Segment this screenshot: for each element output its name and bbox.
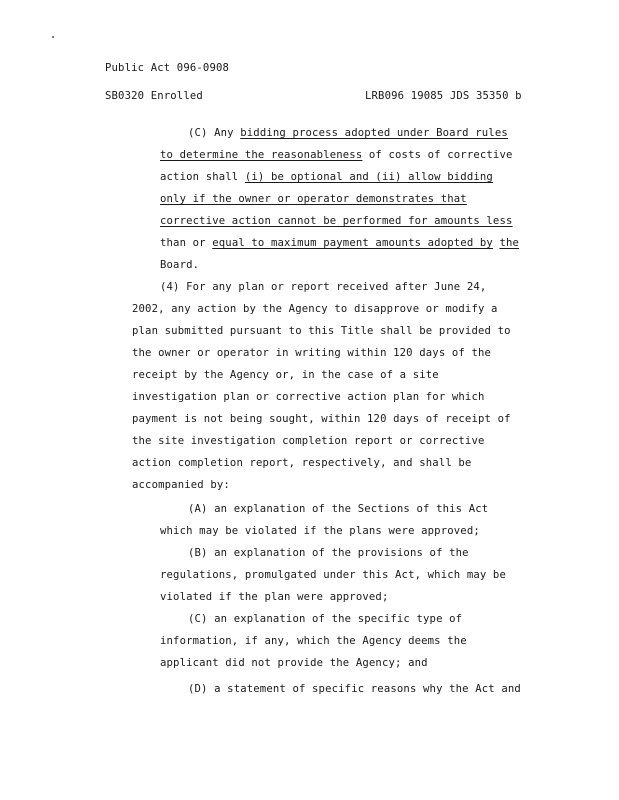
para-c-line-3: action shall (i) be optional and (ii) allow bidding <box>160 171 493 183</box>
item-d-line: (D) a statement of specific reasons why the Act and <box>188 683 521 695</box>
lrb-id: LRB096 19085 JDS 35350 b <box>365 90 522 102</box>
para-4-line: payment is not being sought, within 120 days of receipt of <box>132 413 511 425</box>
para-4-line: investigation plan or corrective action plan for which <box>132 391 485 403</box>
item-c-line: applicant did not provide the Agency; and <box>160 657 428 669</box>
para-4-line: action completion report, respectively, and shall be <box>132 457 472 469</box>
item-c-line: information, if any, which the Agency deems the <box>160 635 467 647</box>
item-b-line: violated if the plan were approved; <box>160 591 389 603</box>
para-c-line-4: only if the owner or operator demonstrates that <box>160 193 467 205</box>
para-c-line-7: Board. <box>160 259 200 271</box>
item-c-line: (C) an explanation of the specific type of <box>188 613 463 625</box>
para-4-line: receipt by the Agency or, in the case of a site <box>132 369 439 381</box>
item-a-line: (A) an explanation of the Sections of this Act <box>188 503 489 515</box>
bill-id: SB0320 Enrolled <box>105 90 203 102</box>
para-4-line: plan submitted pursuant to this Title shall be provided to <box>132 325 511 337</box>
para-4-line: the owner or operator in writing within 120 days of the <box>132 347 492 359</box>
para-c-line-5: corrective action cannot be performed for amounts less <box>160 215 513 227</box>
public-act-number: Public Act 096-0908 <box>105 62 230 74</box>
item-b-line: regulations, promulgated under this Act, which may be <box>160 569 506 581</box>
item-b-line: (B) an explanation of the provisions of the <box>188 547 469 559</box>
para-c-line-2: to determine the reasonableness of costs of corrective <box>160 149 513 161</box>
scan-speck <box>52 36 54 38</box>
para-4-line: (4) For any plan or report received after June 24, <box>160 281 487 293</box>
para-4-line: the site investigation completion report or corrective <box>132 435 485 447</box>
para-c-line-1: (C) Any bidding process adopted under Board rules <box>188 127 508 139</box>
para-4-line: 2002, any action by the Agency to disapprove or modify a <box>132 303 498 315</box>
item-a-line: which may be violated if the plans were approved; <box>160 525 480 537</box>
para-c-line-6: than or equal to maximum payment amounts adopted by the <box>160 237 520 249</box>
para-4-line: accompanied by: <box>132 479 230 491</box>
